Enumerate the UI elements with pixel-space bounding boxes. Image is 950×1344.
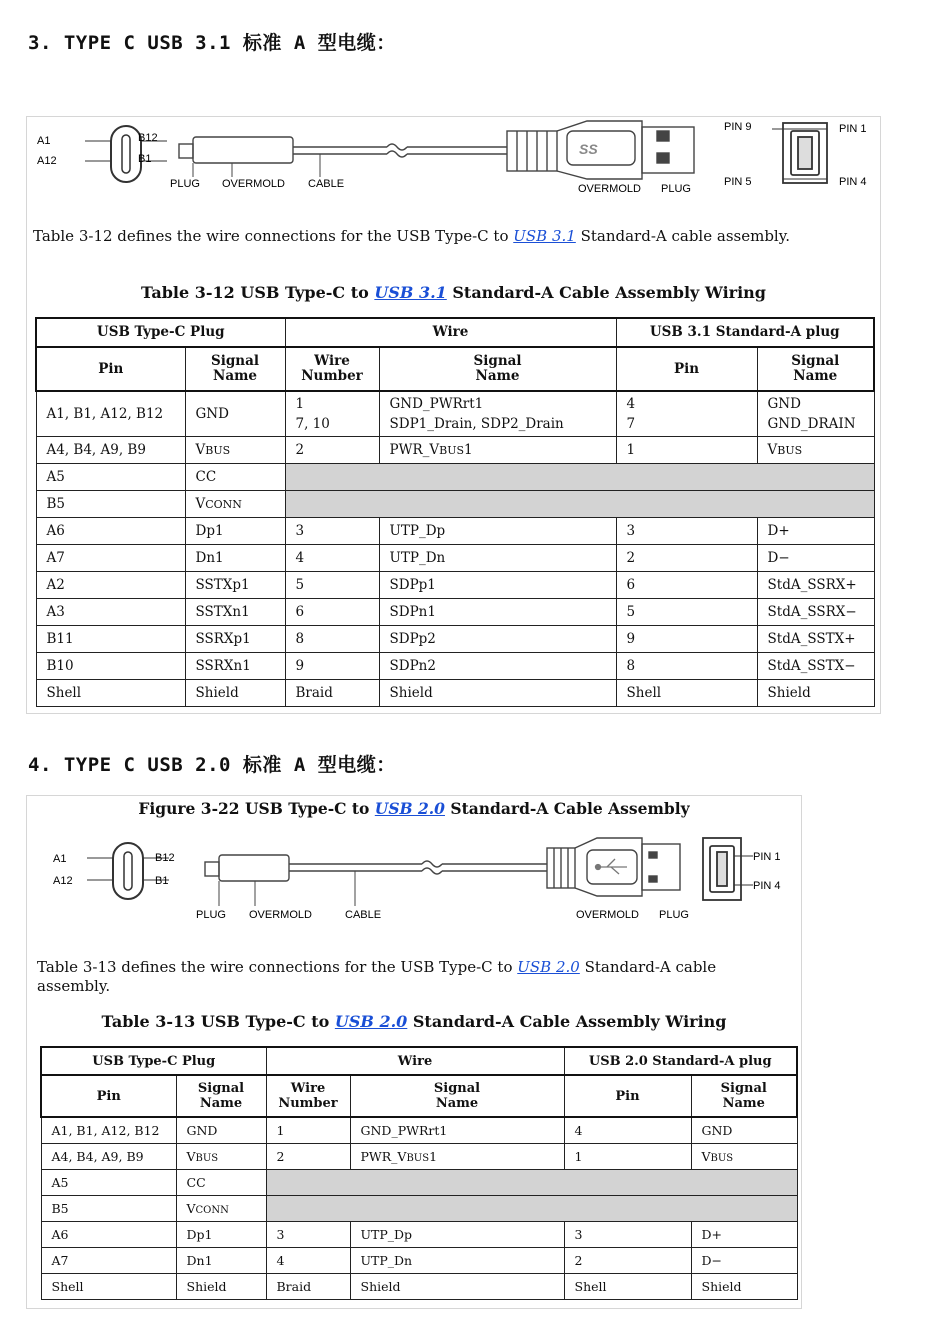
cell-not-connected bbox=[285, 464, 874, 491]
cable-label-overmold-left: OVERMOLD bbox=[249, 909, 312, 921]
cell-wire-signal: Shield bbox=[350, 1274, 564, 1300]
cell-wire-number: 4 bbox=[266, 1248, 350, 1274]
cell-wire-number: 1 7, 10 bbox=[285, 391, 379, 437]
cell-std-a-signal: VBUS bbox=[757, 437, 874, 464]
table-row bbox=[36, 545, 874, 572]
cell-std-a-pin: 1 bbox=[564, 1144, 691, 1170]
cell-wire-number: Braid bbox=[285, 680, 379, 707]
cell-std-a-pin: 2 bbox=[616, 545, 757, 572]
usb31-link[interactable]: USB 3.1 bbox=[513, 227, 576, 245]
usb20-cable-diagram bbox=[27, 826, 801, 956]
diagram-usb-ss-logo: SS bbox=[579, 141, 598, 157]
cell-pin: B11 bbox=[36, 626, 185, 653]
cell-wire-signal: GND_PWRrt1 bbox=[350, 1117, 564, 1144]
cell-wire-signal: GND_PWRrt1 SDP1_Drain, SDP2_Drain bbox=[379, 391, 616, 437]
cell-wire-signal: SDPp1 bbox=[379, 572, 616, 599]
receptacle-pin9: PIN 9 bbox=[724, 121, 752, 133]
cable-label-plug-left: PLUG bbox=[170, 178, 200, 190]
table-row bbox=[41, 1196, 797, 1222]
col-signal-name: Signal Name bbox=[185, 347, 285, 391]
cell-signal: SSTXp1 bbox=[185, 572, 285, 599]
cable-label-overmold-left: OVERMOLD bbox=[222, 178, 285, 190]
cell-signal: Dn1 bbox=[185, 545, 285, 572]
cell-wire-signal: Shield bbox=[379, 680, 616, 707]
cell-wire-number: 3 bbox=[266, 1222, 350, 1248]
cell-std-a-signal: StdA_SSTX+ bbox=[757, 626, 874, 653]
table-row bbox=[36, 518, 874, 545]
receptacle-pin4: PIN 4 bbox=[753, 880, 781, 892]
cell-not-connected bbox=[266, 1170, 797, 1196]
col-pin: Pin bbox=[41, 1075, 176, 1117]
cell-std-a-pin: 8 bbox=[616, 653, 757, 680]
receptacle-pin4: PIN 4 bbox=[839, 176, 867, 188]
cable-label-plug-right: PLUG bbox=[659, 909, 689, 921]
cell-std-a-signal: Shield bbox=[757, 680, 874, 707]
cell-std-a-pin: 3 bbox=[564, 1222, 691, 1248]
section-3-heading: 3. TYPE C USB 3.1 标准 A 型电缆： bbox=[28, 32, 396, 54]
figure-3-22-link[interactable]: USB 2.0 bbox=[374, 799, 445, 818]
table-row bbox=[41, 1248, 797, 1274]
section-4-heading: 4. TYPE C USB 2.0 标准 A 型电缆： bbox=[28, 754, 396, 776]
cell-signal: CC bbox=[176, 1170, 266, 1196]
cell-pin: Shell bbox=[36, 680, 185, 707]
table-3-12 bbox=[35, 317, 875, 707]
col-wire-signal-name: Signal Name bbox=[350, 1075, 564, 1117]
cable-label-cable: CABLE bbox=[308, 178, 345, 190]
plug-label-b1: B1 bbox=[138, 153, 152, 165]
col-signal-name: Signal Name bbox=[176, 1075, 266, 1117]
cell-signal: VCONN bbox=[176, 1196, 266, 1222]
group-typec-plug: USB Type-C Plug bbox=[36, 318, 285, 347]
cell-std-a-signal: D− bbox=[757, 545, 874, 572]
cell-pin: A5 bbox=[36, 464, 185, 491]
cell-std-a-pin: Shell bbox=[616, 680, 757, 707]
usb20-figure-panel bbox=[26, 795, 802, 1309]
plug-label-b12: B12 bbox=[155, 852, 175, 864]
cell-std-a-pin: 9 bbox=[616, 626, 757, 653]
table-3-12-title: Table 3-12 USB Type-C to USB 3.1 Standard-A Cable Assembly Wiring bbox=[141, 283, 766, 302]
cell-wire-number: 3 bbox=[285, 518, 379, 545]
cell-wire-signal: UTP_Dn bbox=[350, 1248, 564, 1274]
cell-signal: VCONN bbox=[185, 491, 285, 518]
usb31-description: Table 3-12 defines the wire connections for the USB Type-C to USB 3.1 Standard-A cable assembly. bbox=[33, 227, 790, 245]
table-3-13-title: Table 3-13 USB Type-C to USB 2.0 Standard-A Cable Assembly Wiring bbox=[101, 1012, 727, 1031]
table-row bbox=[36, 391, 874, 437]
plug-label-a1: A1 bbox=[37, 135, 51, 147]
cell-pin: Shell bbox=[41, 1274, 176, 1300]
table-row bbox=[41, 1274, 797, 1300]
cell-wire-signal: PWR_VBUS1 bbox=[379, 437, 616, 464]
cell-std-a-signal: D− bbox=[691, 1248, 797, 1274]
plug-label-b1: B1 bbox=[155, 875, 169, 887]
usb31-figure-panel bbox=[26, 116, 881, 714]
plug-label-a1: A1 bbox=[53, 853, 67, 865]
cell-std-a-signal: GND GND_DRAIN bbox=[757, 391, 874, 437]
cable-label-plug-left: PLUG bbox=[196, 909, 226, 921]
cell-wire-number: 5 bbox=[285, 572, 379, 599]
cell-pin: A2 bbox=[36, 572, 185, 599]
cable-label-cable: CABLE bbox=[345, 909, 382, 921]
cell-signal: VBUS bbox=[185, 437, 285, 464]
usb-a-receptacle-icon bbox=[772, 123, 827, 183]
cell-wire-signal: UTP_Dp bbox=[379, 518, 616, 545]
table-row bbox=[41, 1144, 797, 1170]
cable-label-overmold-right: OVERMOLD bbox=[578, 183, 641, 195]
cell-signal: Dp1 bbox=[185, 518, 285, 545]
cell-wire-number: 2 bbox=[285, 437, 379, 464]
table-row bbox=[36, 572, 874, 599]
cell-std-a-signal: StdA_SSRX− bbox=[757, 599, 874, 626]
cell-signal: SSRXn1 bbox=[185, 653, 285, 680]
col-pin: Pin bbox=[36, 347, 185, 391]
cell-wire-number: 8 bbox=[285, 626, 379, 653]
cell-not-connected bbox=[266, 1196, 797, 1222]
cell-wire-signal: SDPn1 bbox=[379, 599, 616, 626]
cell-pin: B10 bbox=[36, 653, 185, 680]
figure-3-22-title: Figure 3-22 USB Type-C to USB 2.0 Standard-A Cable Assembly bbox=[138, 799, 690, 818]
cell-std-a-signal: StdA_SSTX− bbox=[757, 653, 874, 680]
cell-std-a-signal: GND bbox=[691, 1117, 797, 1144]
table-row bbox=[41, 1222, 797, 1248]
table-row bbox=[36, 437, 874, 464]
cell-wire-signal: SDPn2 bbox=[379, 653, 616, 680]
cell-std-a-pin: 4 bbox=[564, 1117, 691, 1144]
cable-side-view-icon bbox=[179, 121, 694, 179]
cell-signal: Shield bbox=[176, 1274, 266, 1300]
cell-pin: A1, B1, A12, B12 bbox=[36, 391, 185, 437]
receptacle-pin1: PIN 1 bbox=[753, 851, 781, 863]
cell-std-a-pin: 4 7 bbox=[616, 391, 757, 437]
cell-std-a-signal: D+ bbox=[691, 1222, 797, 1248]
col-wire-signal-name: Signal Name bbox=[379, 347, 616, 391]
table-3-12-link[interactable]: USB 3.1 bbox=[374, 283, 447, 302]
usb20-link[interactable]: USB 2.0 bbox=[517, 958, 580, 976]
cell-signal: Shield bbox=[185, 680, 285, 707]
cell-signal: CC bbox=[185, 464, 285, 491]
cell-std-a-signal: D+ bbox=[757, 518, 874, 545]
receptacle-pin5: PIN 5 bbox=[724, 176, 752, 188]
cell-signal: GND bbox=[176, 1117, 266, 1144]
cell-wire-number: 4 bbox=[285, 545, 379, 572]
table-3-13-link[interactable]: USB 2.0 bbox=[334, 1012, 408, 1031]
cell-signal: SSTXn1 bbox=[185, 599, 285, 626]
cell-wire-signal: UTP_Dn bbox=[379, 545, 616, 572]
cell-pin: A7 bbox=[41, 1248, 176, 1274]
usb-a-receptacle-icon bbox=[703, 838, 753, 900]
cell-wire-signal: PWR_VBUS1 bbox=[350, 1144, 564, 1170]
cell-signal: Dp1 bbox=[176, 1222, 266, 1248]
cell-std-a-signal: VBUS bbox=[691, 1144, 797, 1170]
cell-wire-signal: SDPp2 bbox=[379, 626, 616, 653]
plug-label-a12: A12 bbox=[53, 875, 73, 887]
cell-not-connected bbox=[285, 491, 874, 518]
table-3-13 bbox=[40, 1046, 798, 1300]
cell-pin: A7 bbox=[36, 545, 185, 572]
cell-wire-number: Braid bbox=[266, 1274, 350, 1300]
cell-std-a-pin: 5 bbox=[616, 599, 757, 626]
table-column-header-row bbox=[36, 347, 874, 391]
col-std-a-pin: Pin bbox=[616, 347, 757, 391]
cell-signal: SSRXp1 bbox=[185, 626, 285, 653]
cell-pin: A5 bbox=[41, 1170, 176, 1196]
plug-label-b12: B12 bbox=[138, 132, 158, 144]
table-row bbox=[41, 1117, 797, 1144]
cell-wire-number: 1 bbox=[266, 1117, 350, 1144]
cell-pin: A6 bbox=[41, 1222, 176, 1248]
table-row bbox=[36, 491, 874, 518]
table-row bbox=[36, 653, 874, 680]
table-group-header-row bbox=[36, 318, 874, 347]
table-column-header-row bbox=[41, 1075, 797, 1117]
col-std-a-pin: Pin bbox=[564, 1075, 691, 1117]
cell-pin: A4, B4, A9, B9 bbox=[36, 437, 185, 464]
cable-label-overmold-right: OVERMOLD bbox=[576, 909, 639, 921]
group-std-a-plug: USB 3.1 Standard-A plug bbox=[616, 318, 874, 347]
table-row bbox=[36, 464, 874, 491]
cell-pin: B5 bbox=[36, 491, 185, 518]
group-typec-plug: USB Type-C Plug bbox=[41, 1047, 266, 1075]
cell-std-a-signal: StdA_SSRX+ bbox=[757, 572, 874, 599]
group-std-a-plug: USB 2.0 Standard-A plug bbox=[564, 1047, 797, 1075]
col-wire-number: Wire Number bbox=[285, 347, 379, 391]
cell-wire-number: 2 bbox=[266, 1144, 350, 1170]
cell-std-a-signal: Shield bbox=[691, 1274, 797, 1300]
group-wire: Wire bbox=[285, 318, 616, 347]
cell-pin: B5 bbox=[41, 1196, 176, 1222]
table-row bbox=[36, 599, 874, 626]
cell-signal: Dn1 bbox=[176, 1248, 266, 1274]
usb-trident-logo-icon bbox=[596, 859, 628, 874]
cell-signal: GND bbox=[185, 391, 285, 437]
cell-std-a-pin: 1 bbox=[616, 437, 757, 464]
cell-std-a-pin: Shell bbox=[564, 1274, 691, 1300]
plug-label-a12: A12 bbox=[37, 155, 57, 167]
col-wire-number: Wire Number bbox=[266, 1075, 350, 1117]
cell-pin: A3 bbox=[36, 599, 185, 626]
cell-std-a-pin: 2 bbox=[564, 1248, 691, 1274]
table-row bbox=[36, 626, 874, 653]
cell-pin: A4, B4, A9, B9 bbox=[41, 1144, 176, 1170]
cell-wire-number: 6 bbox=[285, 599, 379, 626]
cell-pin: A1, B1, A12, B12 bbox=[41, 1117, 176, 1144]
usb20-description: Table 3-13 defines the wire connections for the USB Type-C to USB 2.0 Standard-A cable assembly. bbox=[37, 958, 717, 995]
col-std-a-signal-name: Signal Name bbox=[757, 347, 874, 391]
group-wire: Wire bbox=[266, 1047, 564, 1075]
cell-pin: A6 bbox=[36, 518, 185, 545]
table-row bbox=[41, 1170, 797, 1196]
cell-std-a-pin: 3 bbox=[616, 518, 757, 545]
cell-signal: VBUS bbox=[176, 1144, 266, 1170]
table-group-header-row bbox=[41, 1047, 797, 1075]
cable-label-plug-right: PLUG bbox=[661, 183, 691, 195]
cell-wire-signal: UTP_Dp bbox=[350, 1222, 564, 1248]
table-row bbox=[36, 680, 874, 707]
receptacle-pin1: PIN 1 bbox=[839, 123, 867, 135]
cell-wire-number: 9 bbox=[285, 653, 379, 680]
col-std-a-signal-name: Signal Name bbox=[691, 1075, 797, 1117]
usb31-cable-diagram bbox=[27, 117, 880, 207]
cell-std-a-pin: 6 bbox=[616, 572, 757, 599]
